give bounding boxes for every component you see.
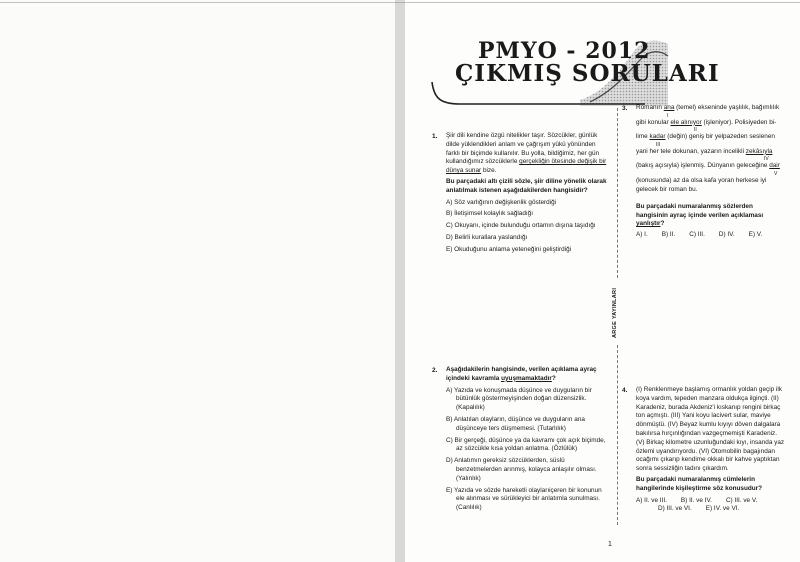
q3-marker-3: III — [656, 141, 661, 148]
q4-prompt: Bu parçadaki numaralanmış cümlelerin hangilerinde kişileştirme söz konusudur? — [636, 475, 763, 492]
column-divider-top — [617, 108, 618, 278]
q4-option-e[interactable]: E) IV. ve VI. — [705, 505, 740, 513]
q3-options — [636, 231, 786, 240]
column-divider-bottom — [617, 345, 618, 525]
q3-line-4 — [636, 148, 786, 157]
q4-text: (I) Renklenmeye başlamış ormanlık yoldan geçip ilk koya vardım, tepeden manzara oldukça ilginçti. (II) Karadeniz, burada Akdeniz'i kıskanıp rengini birkaç ton açmıştı. (III) Yani koyu lacivert sular, maviye dönmüştü. (IV) Beyaz kumlu kıyıyı döven dalgalara bakılırsa hırçınlığından vazgeçmemişti Karadeniz. (V) Birkaç kilometre uzunluğundaki kıyı, insanda yaz özlemi uyandırıyordu. (VI) Otomobilin bagajından ocağımı çıkarıp kendime okkalı bir kahve yaptıktan sonra sessizliğin tadını çıkardım. — [636, 386, 785, 473]
q4-option-c[interactable]: C) III. ve V. — [725, 496, 758, 504]
q3-l3u: kadar — [649, 133, 666, 141]
q1-option-a[interactable]: A) Söz varlığının değişkenlik gösterdiği — [446, 198, 557, 206]
q3-marker-2: II — [694, 127, 697, 134]
q3-number: 3. — [622, 105, 628, 112]
q1-option-c[interactable]: C) Okuyanı, içinde bulunduğu ortamın dışına taşıdığı — [446, 222, 596, 230]
q3-marker-1: I — [667, 112, 669, 119]
q1-option-b[interactable]: B) İletişimsel kolaylık sağladığı — [446, 210, 534, 218]
q1-text-b: bize. — [481, 167, 497, 175]
q2-prompt-underlined: uyuşmamaktadır — [501, 374, 552, 382]
q1-option-d[interactable]: D) Belirli kurallara yaslandığı — [446, 233, 528, 241]
q1-prompt: Bu parçadaki altı çizili sözle, şiir diline yönelik olarak anlatılmak istenen aşağıdakilerden hangisidir? — [446, 177, 607, 194]
left-blank-page — [0, 0, 395, 562]
q3-line-1 — [636, 104, 786, 113]
q3-prompt-underlined: yanlıştır — [636, 220, 661, 228]
q4-options-row-2 — [636, 505, 786, 514]
q1-text-a: Şiir dili kendine özgü nitelikler taşır. Sözcükler, günlük dilde yüklendikleri anlam ve çağrışım yükü yönünden farklı bir biçimde kullanılır. Bu yolla, bildiğimiz, her gün kullandığımız sözcüklerle — [446, 132, 600, 166]
q1-option-e[interactable]: E) Okuduğunu anlama yeteneğini geliştirdiği — [446, 245, 572, 253]
q2-option-d[interactable]: D) Anlatımın gereksiz sözcüklerden, süslü benzetmelerden arınmış, kolayca anlaşılır olması. (Yalınlık) — [446, 457, 597, 482]
q4-options-row-1 — [636, 497, 786, 506]
header-title-line2: ÇIKMIŞ SORULARI — [455, 60, 720, 87]
q3-l4a: yani her tele dokunan, yazarın incelikli — [636, 147, 746, 155]
q3-option-d[interactable]: D) IV. — [718, 230, 735, 238]
q3-line-3 — [636, 133, 786, 142]
q3-l1u: ana — [663, 104, 675, 111]
q2-option-c[interactable]: C) Bir gerçeği, düşünce ya da kavramı çok açık biçimde, az sözcükle kısa yoldan anlatma. (Özlülük) — [446, 436, 606, 453]
question-2 — [446, 366, 610, 513]
q3-l4u: zekâsıyla — [745, 147, 773, 155]
q3-prompt — [636, 203, 786, 229]
q4-option-b[interactable]: B) II. ve IV. — [680, 496, 712, 504]
q3-option-a[interactable]: A) I. — [636, 230, 648, 238]
q4-option-d[interactable]: D) III. ve VI. — [658, 505, 692, 513]
q3-marker-4: IV — [764, 156, 769, 163]
q3-l2a: gibi konular — [636, 118, 671, 126]
q3-l2b: (işleniyor). Polisiyeden bi- — [701, 118, 777, 126]
q3-option-e[interactable]: E) V. — [748, 230, 763, 238]
publisher-side-label: ARGE YAYINLARI — [612, 287, 618, 338]
q3-l3a: lime — [636, 133, 650, 141]
q3-line-5 — [636, 162, 786, 171]
q2-option-a[interactable]: A) Yazıda ve konuşmada düşünce ve duyguların bir bütünlük göstermeyişinden doğan düzensizlik. (Kapalılık) — [446, 386, 592, 412]
q2-option-b[interactable]: B) Anlatılan olayların, düşünce ve duyguların ana düşünceye ters düşmemesi. (Tutarlılık) — [446, 415, 585, 432]
q2-number: 2. — [432, 367, 438, 374]
question-3 — [636, 104, 786, 240]
q3-option-b[interactable]: B) II. — [661, 230, 676, 238]
q3-l2u: ele alınıyor — [670, 118, 702, 126]
page-number: 1 — [608, 541, 612, 548]
q3-marker-5: V — [774, 170, 778, 177]
q2-option-e[interactable]: E) Yazıda ve sözde hareketli olaylarıiçeren bir konunun ele alınması ve sürükleyici bir anlatımla sunulması. (Canlılık) — [446, 486, 602, 512]
q3-prompt-b: ? — [660, 220, 665, 228]
q3-l1a: Romanın — [636, 104, 664, 111]
q2-prompt-b: ? — [551, 374, 556, 382]
q3-option-c[interactable]: C) III. — [689, 230, 705, 238]
question-4 — [636, 386, 786, 514]
q3-line-2 — [636, 119, 786, 128]
q2-prompt — [446, 366, 610, 384]
q3-line-6: (konusunda) az da olsa kafa yoran herkese iyi gelecek bir roman bu. — [636, 176, 767, 193]
q2-prompt-a: Aşağıdakilerin hangisinde, verilen açıklama ayraç içindeki kavramla — [446, 366, 597, 382]
header-title-line1: PMYO - 2012 — [478, 38, 651, 64]
scan-edge-line — [0, 2, 800, 3]
q1-underlined: gerçekliğin ötesinde değişik bir dünya sunar — [446, 158, 607, 175]
question-1 — [446, 132, 610, 255]
q3-prompt-a: Bu parçadaki numaralanmış sözlerden hangisinin ayraç içinde verilen açıklaması — [636, 203, 764, 219]
book-gutter — [395, 0, 405, 562]
q3-l3b: (değin) geniş bir yelpazeden seslenen — [665, 133, 775, 141]
q3-l5a: (bakış açısıyla) işlenmiş. Dünyanın geleceğine — [636, 162, 770, 170]
q3-l1b: (temel) ekseninde yaşlılık, bağımlılık — [674, 104, 780, 111]
q4-number: 4. — [622, 387, 628, 394]
q3-l5u: dair — [769, 162, 780, 170]
q4-option-a[interactable]: A) II. ve III. — [636, 496, 667, 504]
q1-number: 1. — [432, 133, 438, 140]
